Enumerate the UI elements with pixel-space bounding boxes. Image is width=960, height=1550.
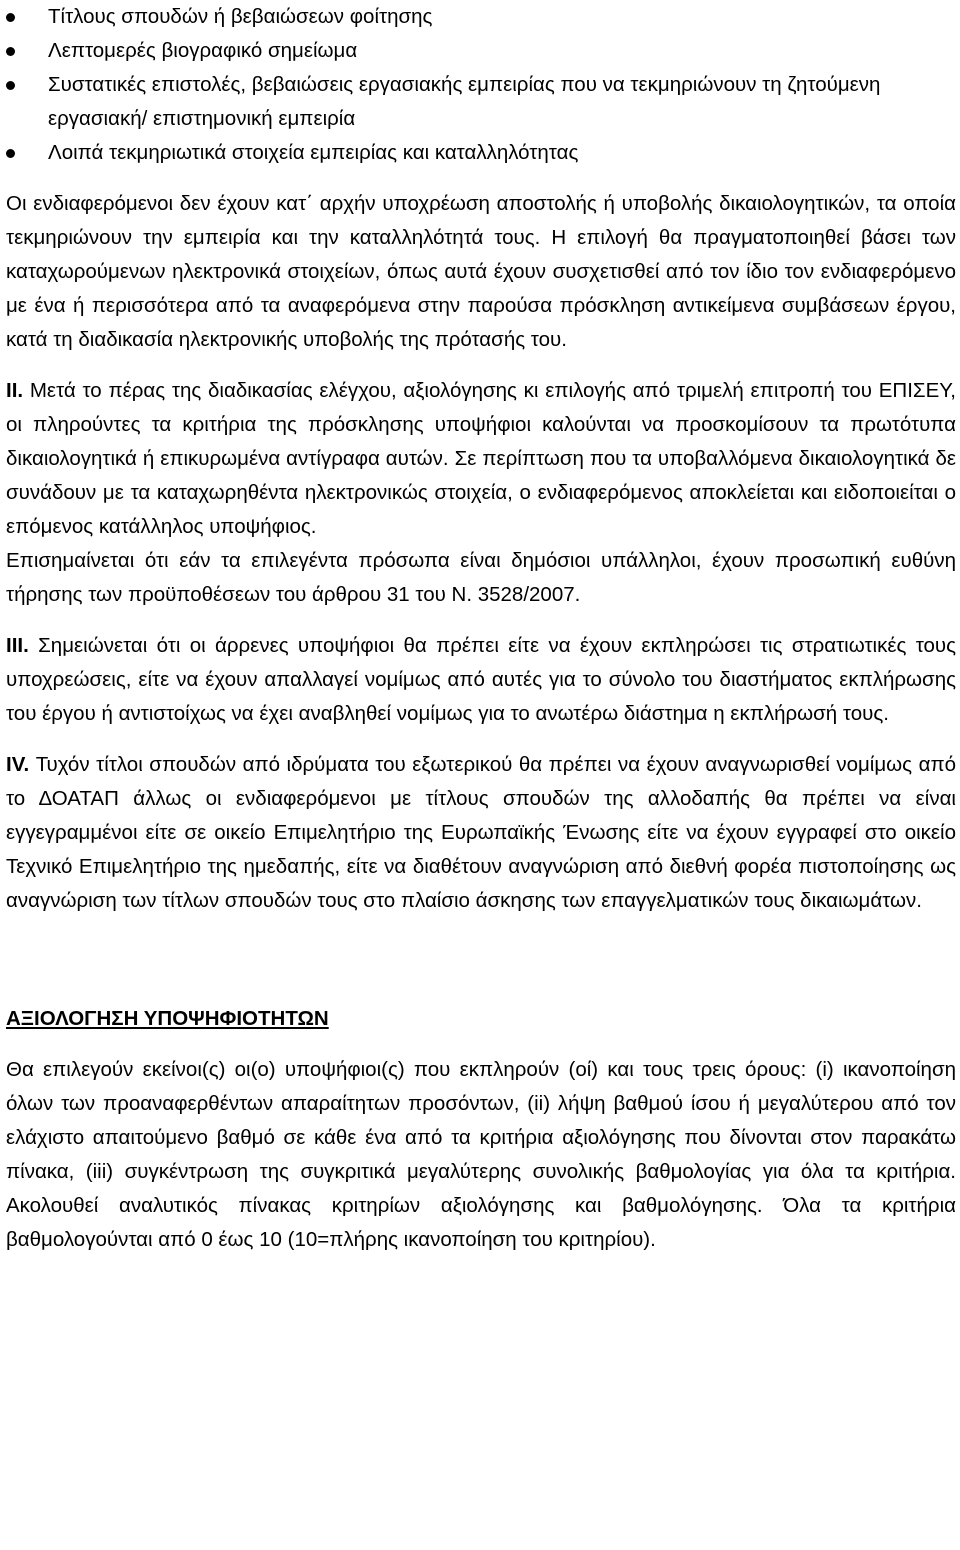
section-ii-text: Μετά το πέρας της διαδικασίας ελέγχου, αξιολόγησης κι επιλογής από τριμελή επιτροπή του ΕΠΙΣΕΥ, οι πληρούντες τα κριτήρια της πρόσκλησης υποψήφιοι καλούνται να προσκομίσουν τα πρωτότυπα δικαιολογητικά ή επικυρωμένα αντίγραφα αυτών. Σε περίπτωση που τα υποβαλλόμενα δικαιολογητικά δε συνάδουν με τα καταχωρηθέντα ηλεκτρονικώς στοιχεία, ο ενδιαφερόμενος αποκλείεται και ειδοποιείται ο επόμενος κατάλληλος υποψήφιος. [6, 379, 956, 538]
section-ii-paragraph [6, 374, 956, 544]
section-ii-number: II. [6, 379, 24, 402]
bullet-dot-icon [6, 47, 15, 56]
intro-paragraph: Οι ενδιαφερόμενοι δεν έχουν κατ΄ αρχήν υποχρέωση αποστολής ή υποβολής δικαιολογητικών, τα οποία τεκμηριώνουν την εμπειρία και την καταλληλότητά τους. Η επιλογή θα πραγματοποιηθεί βάσει των καταχωρούμενων ηλεκτρονικά στοιχείων, όπως αυτά έχουν συσχετισθεί από τον ίδιο τον ενδιαφερόμενο με ένα ή περισσότερα από τα αναφερόμενα στην παρούσα πρόσκληση αντικείμενα συμβάσεων έργου, κατά τη διαδικασία ηλεκτρονικής υποβολής της πρότασής του. [6, 192, 956, 351]
section-iii-number: III. [6, 634, 29, 657]
bullet-text: Λεπτομερές βιογραφικό σημείωμα [48, 39, 358, 62]
evaluation-paragraph: Θα επιλεγούν εκείνοι(ς) οι(ο) υποψήφιοι(ς) που εκπληρούν (οί) και τους τρεις όρους: (i) ικανοποίηση όλων των προαναφερθέντων απαραίτητων προσόντων, (ii) λήψη βαθμού ίσου ή μεγαλύτερου από τον ελάχιστο απαιτούμενο βαθμό σε κάθε ένα από τα κριτήρια αξιολόγησης που δίνονται στον παρακάτω πίνακα, (iii) συγκέντρωση της συγκριτικά μεγαλύτερης συνολικής βαθμολογίας για όλα τα κριτήρια. Ακολουθεί αναλυτικός πίνακας κριτηρίων αξιολόγησης και βαθμολόγησης. Όλα τα κριτήρια βαθμολογούνται από 0 έως 10 (10=πλήρης ικανοποίηση του κριτηρίου). [6, 1058, 956, 1251]
bullet-item [6, 0, 956, 34]
document-page [6, 0, 956, 1257]
bullet-item [6, 136, 956, 170]
section-iii-paragraph [6, 629, 956, 731]
evaluation-heading: ΑΞΙΟΛΟΓΗΣΗ ΥΠΟΨΗΦΙΟΤΗΤΩΝ [6, 1007, 329, 1030]
bullet-list [6, 0, 956, 170]
section-ii-note: Επισημαίνεται ότι εάν τα επιλεγέντα πρόσωπα είναι δημόσιοι υπάλληλοι, έχουν προσωπική ευθύνη τήρησης των προϋποθέσεων του άρθρου 31 του Ν. 3528/2007. [6, 549, 956, 606]
bullet-text: Λοιπά τεκμηριωτικά στοιχεία εμπειρίας και καταλληλότητας [48, 141, 579, 164]
bullet-text: Συστατικές επιστολές, βεβαιώσεις εργασιακής εμπειρίας που να τεκμηριώνουν τη ζητούμενη εργασιακή/ επιστημονική εμπειρία [48, 73, 881, 130]
bullet-text: Τίτλους σπουδών ή βεβαιώσεων φοίτησης [48, 5, 433, 28]
bullet-dot-icon [6, 13, 15, 22]
bullet-dot-icon [6, 149, 15, 158]
bullet-dot-icon [6, 81, 15, 90]
section-iv-number: IV. [6, 753, 30, 776]
section-iv-paragraph [6, 748, 956, 918]
bullet-item [6, 68, 956, 136]
section-iii-text: Σημειώνεται ότι οι άρρενες υποψήφιοι θα πρέπει είτε να έχουν εκπληρώσει τις στρατιωτικές τους υποχρεώσεις, είτε να έχουν απαλλαγεί νομίμως από αυτές για το σύνολο του διαστήματος εκπλήρωσης του έργου ή αντιστοίχως να έχει αναβληθεί νομίμως για το ανωτέρω διάστημα η εκπλήρωσή τους. [6, 634, 956, 725]
section-iv-text: Τυχόν τίτλοι σπουδών από ιδρύματα του εξωτερικού θα πρέπει να έχουν αναγνωρισθεί νομίμως από το ΔΟΑΤΑΠ άλλως οι ενδιαφερόμενοι με τίτλους σπουδών της αλλοδαπής θα πρέπει να είναι εγγεγραμμένοι είτε σε οικείο Επιμελητήριο της Ευρωπαϊκής Ένωσης είτε να έχουν εγγραφεί στο οικείο Τεχνικό Επιμελητήριο της ημεδαπής, είτε να διαθέτουν αναγνώριση από διεθνή φορέα πιστοποίησης ως αναγνώριση των τίτλων σπουδών τους στο πλαίσιο άσκησης των επαγγελματικών τους δικαιωμάτων. [6, 753, 956, 912]
bullet-item [6, 34, 956, 68]
